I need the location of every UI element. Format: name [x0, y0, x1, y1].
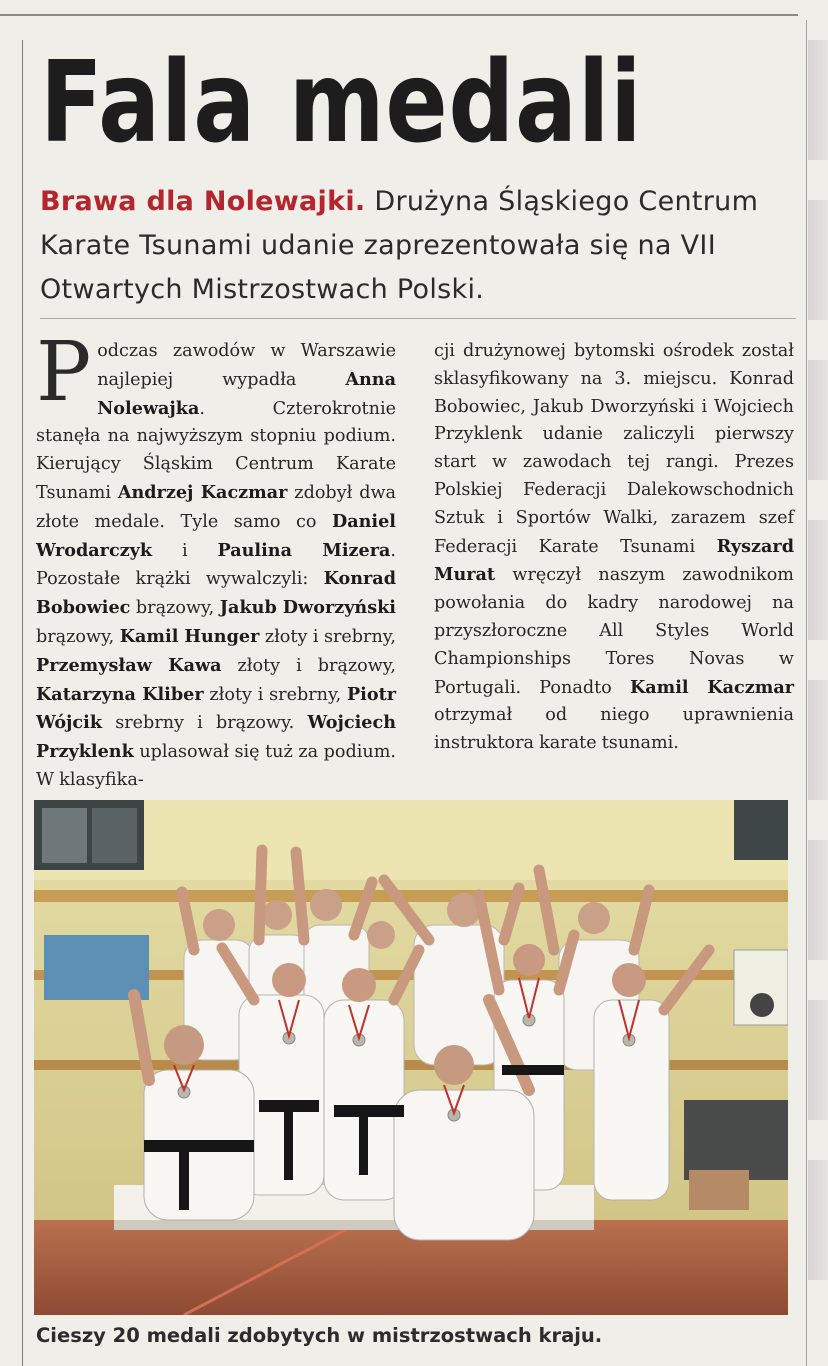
person-name: Andrzej Kaczmar — [117, 481, 288, 503]
person-name: Anna Nolewajka — [97, 368, 396, 419]
person-name: Przemysław Kawa — [36, 654, 222, 676]
article-lead — [40, 180, 796, 312]
team-photo — [34, 800, 788, 1315]
body-text: brązowy, — [36, 626, 120, 647]
neighbor-article-edge — [0, 300, 20, 680]
person-name: Konrad Bobowiec — [36, 568, 396, 619]
body-text: . Pozostałe krążki wywalczyli: — [36, 540, 396, 590]
lead-text: Drużyna Śląskiego Centrum Karate Tsunami udanie zaprezentowała się na VII Otwartych Mistrzostwach Polski. — [40, 186, 759, 305]
person-name: Wojciech Przyklenk — [36, 712, 396, 763]
column-divider-right — [806, 20, 807, 1366]
body-text: złoty i srebrny, — [203, 684, 347, 705]
lead-divider — [40, 318, 796, 319]
body-text: brązowy, — [130, 598, 220, 619]
body-text: zdobył dwa złote medale. Tyle samo co — [36, 482, 397, 532]
person-name: Katarzyna Kliber — [36, 683, 204, 705]
lead-kicker: Brawa dla Nolewajki. — [40, 186, 366, 217]
team-photo-illustration — [34, 800, 788, 1315]
body-text: i — [152, 540, 218, 561]
body-text: cji drużynowej bytomski ośrodek został sklasyfikowany na 3. miejscu. Konrad Bobowiec, Jakub Dworzyński i Wojciech Przyklenk udanie zaliczyli pierwszy start w zawodach tej rangi. Prezes Polskiej Federacji Dalekowschodnich Sztuk i Sportów Walki, zarazem szef Federacji Karate Tsunami — [434, 341, 794, 557]
body-text: otrzymał od niego uprawnienia instruktora karate tsunami. — [434, 705, 794, 754]
body-text: srebrny i brązowy. — [102, 713, 308, 734]
person-name: Kamil Kaczmar — [629, 676, 794, 698]
article-column-2 — [434, 338, 794, 795]
body-text: złoty i brązowy, — [221, 655, 396, 676]
person-name: Daniel Wrodarczyk — [36, 510, 396, 561]
body-text: uplasował się tuż za podium. W klasyfika- — [36, 742, 396, 790]
neighbor-article-ghost — [808, 40, 828, 1320]
person-name: Piotr Wójcik — [36, 683, 396, 734]
person-name: Jakub Dworzyński — [219, 597, 396, 619]
body-text: złoty i srebrny, — [259, 626, 396, 647]
person-name: Paulina Mizera — [217, 539, 391, 561]
drop-cap: P — [36, 325, 92, 420]
top-rule — [0, 14, 798, 16]
article-headline: Fala medali — [40, 38, 643, 168]
column-divider-left — [22, 40, 23, 1366]
person-name: Ryszard Murat — [434, 535, 794, 586]
article-column-1 — [36, 325, 397, 795]
article-body — [36, 325, 794, 795]
body-text: wręczył naszym zawodnikom powołania do kadry narodowej na przyszłoroczne All Styles World Championships Tores Novas w Portugali. Ponadto — [434, 565, 794, 698]
body-text: odczas zawodów w Warszawie najlepiej wypadła — [97, 341, 396, 390]
person-name: Kamil Hunger — [119, 625, 260, 647]
photo-caption: Cieszy 20 medali zdobytych w mistrzostwach kraju. — [36, 1324, 603, 1347]
body-text: . Czterokrotnie stanęła na najwyższym stopniu podium. Kierujący Śląskim Centrum Karate Tsunami — [36, 398, 396, 503]
